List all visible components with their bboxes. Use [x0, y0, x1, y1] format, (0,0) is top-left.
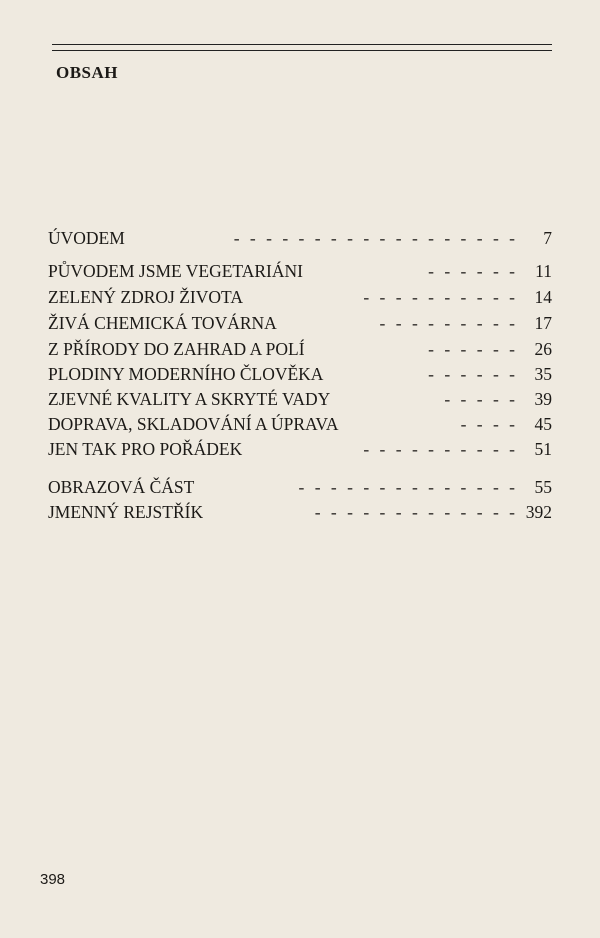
toc-entry-page: 392 — [525, 502, 552, 522]
toc-entry-leader: - - - - - - — [428, 261, 518, 281]
toc-entry-leader: - - - - — [460, 414, 518, 434]
toc-entry-title: Z PŘÍRODY DO ZAHRAD A POLÍ — [48, 339, 305, 359]
contents-heading: OBSAH — [56, 63, 119, 82]
page-number: 398 — [40, 871, 66, 888]
toc-entry-page: 35 — [534, 364, 552, 384]
toc-entry-title: ŽIVÁ CHEMICKÁ TOVÁRNA — [48, 313, 277, 333]
toc-entry-doprava — [48, 412, 552, 436]
toc-entry-obrazova-cast — [48, 475, 552, 499]
toc-entry-leader: - - - - - - - - - - - - - - — [298, 477, 518, 497]
toc-entry-jmenny-rejstrik — [48, 500, 552, 524]
toc-entry-page: 14 — [534, 287, 552, 307]
toc-entry-page: 45 — [534, 414, 552, 434]
toc-entry-page: 7 — [543, 228, 552, 248]
toc-entry-leader: - - - - - — [444, 389, 518, 409]
toc-entry-page: 17 — [534, 313, 552, 333]
toc-entry-page: 55 — [534, 477, 552, 497]
toc-entry-leader: - - - - - - - - - - - - - — [314, 502, 518, 522]
toc-entry-uvodem — [48, 226, 552, 250]
toc-entry-title: DOPRAVA, SKLADOVÁNÍ A ÚPRAVA — [48, 414, 339, 434]
toc-entry-zjevne-kvality — [48, 387, 552, 411]
toc-entry-title: JEN TAK PRO POŘÁDEK — [48, 439, 243, 459]
toc-entry-leader: - - - - - - - - - - — [363, 287, 518, 307]
toc-entry-title: JMENNÝ REJSTŘÍK — [48, 502, 204, 522]
toc-entry-leader: - - - - - - - - - - — [363, 439, 518, 459]
toc-entry-title: ZELENÝ ZDROJ ŽIVOTA — [48, 287, 243, 307]
toc-entry-leader: - - - - - - - - - — [379, 313, 518, 333]
toc-entry-page: 11 — [535, 261, 552, 281]
toc-entry-puvodem — [48, 259, 552, 283]
toc-entry-ziva-chemicka — [48, 311, 552, 335]
toc-entry-page: 39 — [534, 389, 552, 409]
toc-entry-leader: - - - - - - - - - - - - - - - - - - — [233, 228, 518, 248]
toc-entry-title: PŮVODEM JSME VEGETARIÁNI — [48, 261, 303, 281]
toc-entry-title: PLODINY MODERNÍHO ČLOVĚKA — [48, 364, 324, 384]
toc-entry-plodiny — [48, 362, 552, 386]
toc-entry-title: OBRAZOVÁ ČÁST — [48, 477, 195, 497]
top-rule-second — [52, 50, 552, 51]
toc-entry-page: 26 — [534, 339, 552, 359]
toc-entry-leader: - - - - - - — [428, 364, 518, 384]
top-rule — [52, 44, 552, 45]
toc-entry-title: ZJEVNÉ KVALITY A SKRYTÉ VADY — [48, 389, 331, 409]
toc-entry-page: 51 — [534, 439, 552, 459]
toc-entry-title: ÚVODEM — [48, 228, 125, 248]
toc-entry-z-prirody — [48, 337, 552, 361]
toc-entry-zeleny-zdroj — [48, 285, 552, 309]
toc-entry-jen-tak — [48, 437, 552, 461]
toc-entry-leader: - - - - - - — [428, 339, 518, 359]
